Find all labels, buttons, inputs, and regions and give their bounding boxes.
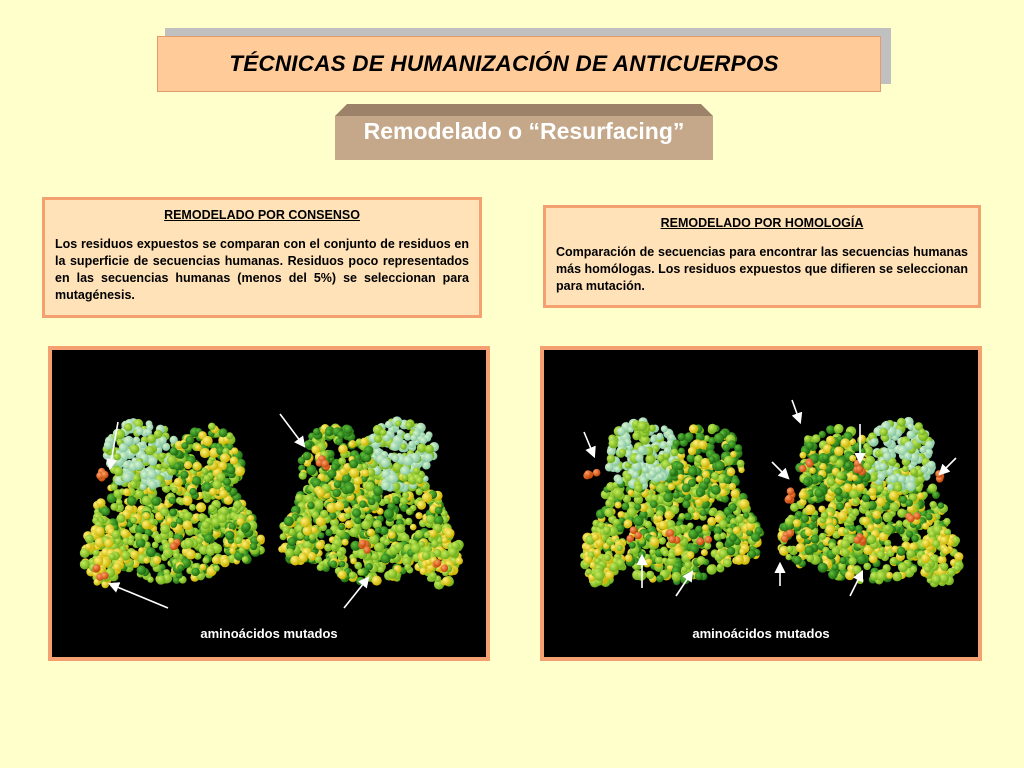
consenso-molecule-panel: [48, 346, 490, 661]
consenso-heading: REMODELADO POR CONSENSO: [164, 208, 360, 222]
homologia-box: [543, 205, 981, 308]
homologia-molecule-panel: [540, 346, 982, 661]
molecule-leg: [278, 512, 318, 565]
pointer-arrow: [584, 432, 594, 456]
subtitle: Remodelado o “Resurfacing”: [363, 118, 685, 144]
consenso-box: [42, 197, 482, 318]
pointer-arrow: [110, 584, 168, 608]
homologia-heading: REMODELADO POR HOMOLOGÍA: [660, 216, 864, 230]
molecule-lobe-pale: [863, 417, 936, 492]
homologia-caption: aminoácidos mutados: [692, 626, 830, 641]
pointer-arrow: [792, 400, 800, 422]
consenso-molecule-image: [52, 350, 486, 657]
consenso-body: Los residuos expuestos se comparan con el conjunto de residuos en la superficie de secuencias humanas. Residuos poco representados en las secuencias humanas (menos del 5%) se seleccionan para mutagénesis.: [55, 237, 469, 302]
consenso-caption: aminoácidos mutados: [200, 626, 338, 641]
subtitle-tab: [335, 104, 713, 160]
homologia-body: Comparación de secuencias para encontrar las secuencias humanas más homólogas. Los residuos expuestos que difieren se seleccionan para mutación.: [556, 245, 968, 293]
pointer-arrow: [940, 458, 956, 474]
pointer-arrow: [344, 578, 368, 608]
page-title: TÉCNICAS DE HUMANIZACIÓN DE ANTICUERPOS: [229, 51, 779, 76]
title-box: [157, 36, 881, 92]
molecule-leg: [418, 523, 464, 589]
homologia-molecule-image: [544, 350, 978, 657]
molecule-leg: [917, 523, 964, 588]
pointer-arrow: [772, 462, 788, 478]
pointer-arrow: [280, 414, 304, 446]
